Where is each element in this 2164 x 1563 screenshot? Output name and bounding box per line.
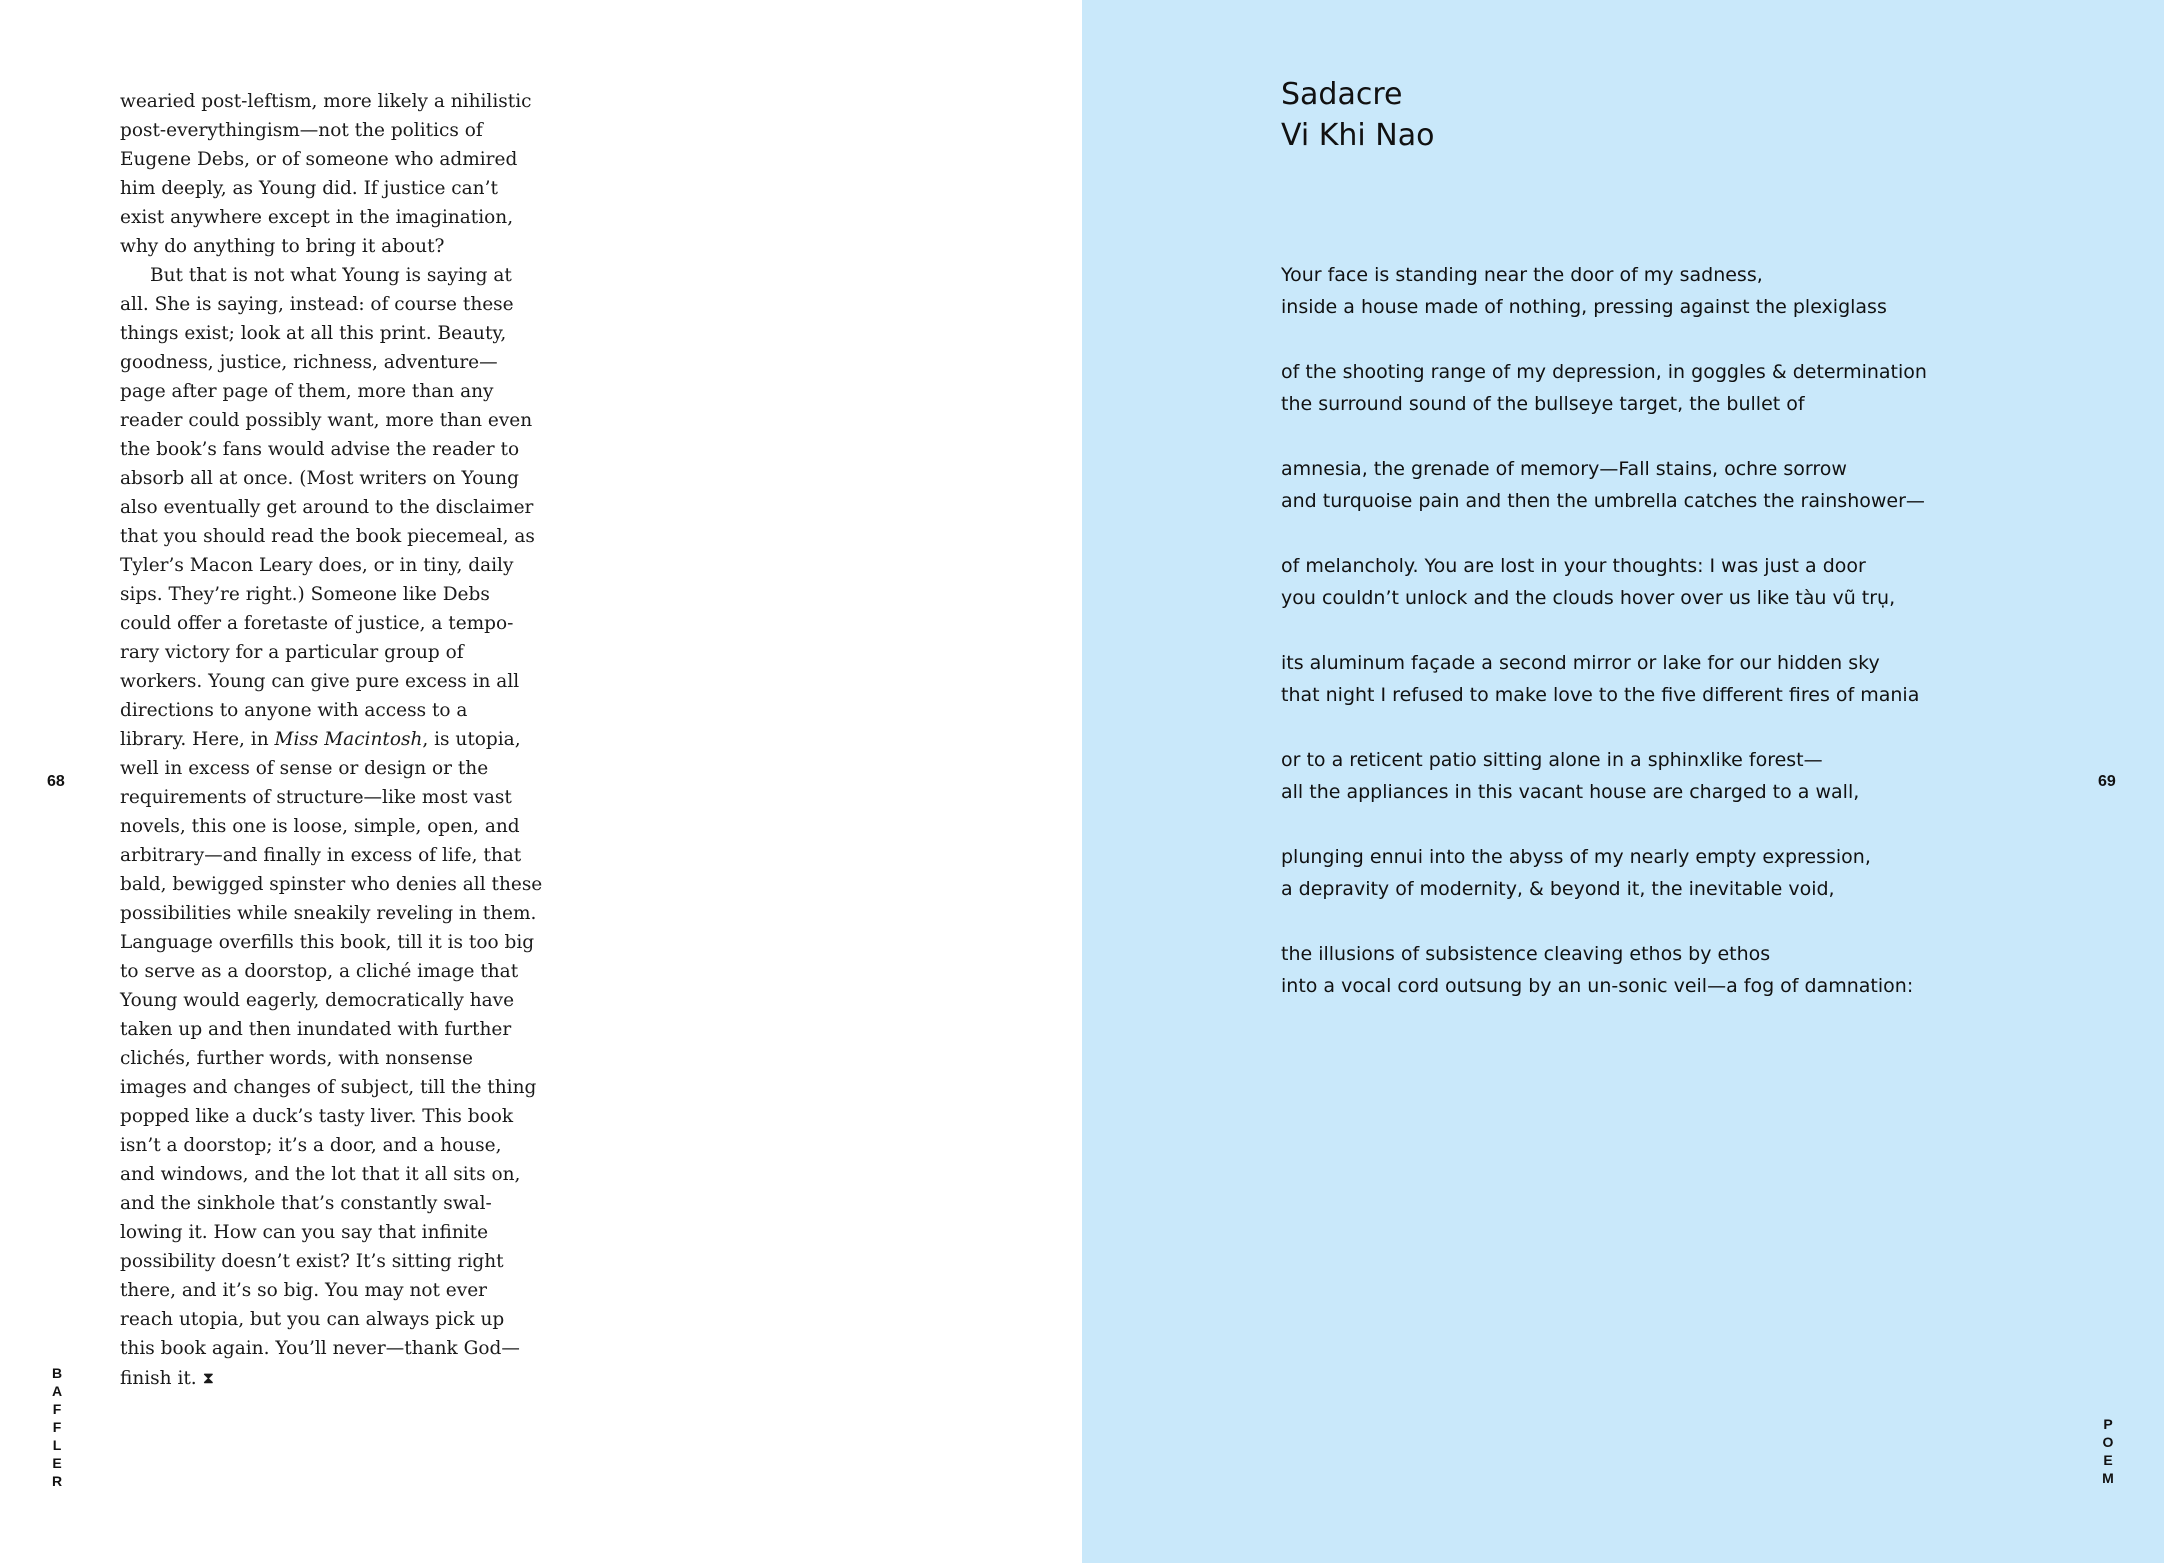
essay-line <box>120 261 540 290</box>
essay-line <box>120 725 540 754</box>
essay-line <box>120 1189 540 1218</box>
essay-line-text: bald, bewigged spinster who denies all these <box>120 874 543 895</box>
essay-line-text: Tyler’s Macon Leary does, or in tiny, daily <box>120 555 514 576</box>
poem-line: inside a house made of nothing, pressing against the plexiglass <box>1281 296 1887 318</box>
essay-line <box>120 580 540 609</box>
essay-line <box>120 1276 540 1305</box>
essay-line <box>120 551 540 580</box>
poem-line: amnesia, the grenade of memory—Fall stains, ochre sorrow <box>1281 458 1847 480</box>
essay-line-text: images and changes of subject, till the thing <box>120 1077 537 1098</box>
poem-stanza <box>1281 453 1927 517</box>
essay-line <box>120 522 540 551</box>
essay-line <box>120 203 540 232</box>
essay-line-text: isn’t a doorstop; it’s a door, and a house, <box>120 1135 502 1156</box>
essay-line-text: things exist; look at all this print. Beauty, <box>120 323 507 344</box>
poem-stanza <box>1281 259 1927 323</box>
poem-line: or to a reticent patio sitting alone in a sphinxlike forest— <box>1281 749 1823 771</box>
essay-line <box>120 435 540 464</box>
essay-line-text: reader could possibly want, more than even <box>120 410 533 431</box>
essay-line <box>120 667 540 696</box>
essay-line <box>120 116 540 145</box>
poem-line: you couldn’t unlock and the clouds hover over us like tàu vũ trụ, <box>1281 587 1896 609</box>
essay-line-text: lowing it. How can you say that infinite <box>120 1222 489 1243</box>
essay-line-text: this book again. You’ll never—thank God— <box>120 1338 520 1359</box>
essay-line <box>120 812 540 841</box>
essay-line-text: page after page of them, more than any <box>120 381 494 402</box>
baffler-label-letter: F <box>52 1419 62 1435</box>
essay-line <box>120 1102 540 1131</box>
poem-author: Vi Khi Nao <box>1281 118 1435 153</box>
essay-line-text: well in excess of sense or design or the <box>120 758 489 779</box>
essay-line <box>120 899 540 928</box>
essay-line <box>120 1073 540 1102</box>
essay-line-text: reach utopia, but you can always pick up <box>120 1309 505 1330</box>
hourglass-end-icon: ⧗ <box>202 1368 214 1387</box>
essay-line-text: that you should read the book piecemeal, as <box>120 526 535 547</box>
poem-line: a depravity of modernity, & beyond it, the inevitable void, <box>1281 878 1835 900</box>
essay-line-text: But that is not what Young is saying at <box>150 265 512 286</box>
essay-line <box>120 1044 540 1073</box>
essay-line-text: the book’s fans would advise the reader to <box>120 439 520 460</box>
essay-line <box>120 957 540 986</box>
essay-line-text: workers. Young can give pure excess in all <box>120 671 520 692</box>
poem-label-letter: P <box>2103 1416 2113 1432</box>
essay-line-text: Language overfills this book, till it is too big <box>120 932 535 953</box>
poem-line: the surround sound of the bullseye target, the bullet of <box>1281 393 1805 415</box>
essay-text-column <box>120 87 543 1393</box>
essay-line-text: taken up and then inundated with further <box>120 1019 512 1040</box>
poem-header <box>1281 74 1434 156</box>
essay-line <box>120 1015 540 1044</box>
essay-line-text: novels, this one is loose, simple, open, and <box>120 816 520 837</box>
poem-stanza <box>1281 356 1927 420</box>
essay-line-text: exist anywhere except in the imagination, <box>120 207 514 228</box>
poem-line: plunging ennui into the abyss of my nearly empty expression, <box>1281 846 1871 868</box>
essay-line-text: post-everythingism—not the politics of <box>120 120 483 141</box>
baffler-vertical-label <box>47 1364 67 1490</box>
baffler-label-letter: R <box>51 1473 63 1489</box>
essay-line <box>120 145 540 174</box>
poem-label-letter: M <box>2102 1470 2114 1486</box>
essay-line <box>120 319 540 348</box>
poem-stanza <box>1281 647 1927 711</box>
essay-line <box>120 1160 540 1189</box>
essay-line <box>120 174 540 203</box>
poem-line: of the shooting range of my depression, in goggles & determination <box>1281 361 1927 383</box>
essay-line-text: goodness, justice, richness, adventure— <box>120 352 498 373</box>
essay-line <box>120 783 540 812</box>
essay-line <box>120 464 540 493</box>
poem-line: the illusions of subsistence cleaving ethos by ethos <box>1281 943 1771 965</box>
essay-line <box>120 841 540 870</box>
essay-line <box>120 232 540 261</box>
essay-line <box>120 1131 540 1160</box>
essay-line-text: Eugene Debs, or of someone who admired <box>120 149 518 170</box>
essay-line-text: him deeply, as Young did. If justice can’t <box>120 178 498 199</box>
essay-line-text: clichés, further words, with nonsense <box>120 1048 473 1069</box>
essay-line <box>120 1218 540 1247</box>
poem-line: all the appliances in this vacant house are charged to a wall, <box>1281 781 1860 803</box>
poem-line: that night I refused to make love to the five different fires of mania <box>1281 684 1920 706</box>
essay-line <box>120 377 540 406</box>
essay-line-text: wearied post-leftism, more likely a nihilistic <box>120 91 532 112</box>
essay-line-text: all. She is saying, instead: of course these <box>120 294 514 315</box>
essay-line-text: sips. They’re right.) Someone like Debs <box>120 584 490 605</box>
poem-line: Your face is standing near the door of my sadness, <box>1281 264 1763 286</box>
essay-line-text: rary victory for a particular group of <box>120 642 464 663</box>
poem-stanza <box>1281 841 1927 905</box>
poem-stanza <box>1281 938 1927 1002</box>
essay-line <box>120 870 543 899</box>
essay-line-text: library. Here, in <box>120 729 275 750</box>
poem-label-letter: O <box>2102 1434 2114 1450</box>
essay-line-text: to serve as a doorstop, a cliché image that <box>120 961 519 982</box>
poem-label-letter: E <box>2103 1452 2113 1468</box>
essay-line-text: also eventually get around to the disclaimer <box>120 497 534 518</box>
baffler-label-letter: E <box>52 1455 62 1471</box>
essay-line <box>120 493 540 522</box>
poem-vertical-label <box>2098 1415 2118 1487</box>
essay-line-text: there, and it’s so big. You may not ever <box>120 1280 488 1301</box>
essay-line-text: arbitrary—and finally in excess of life, that <box>120 845 522 866</box>
poem-line: into a vocal cord outsung by an un-sonic veil—a fog of damnation: <box>1281 975 1914 997</box>
poem-line: and turquoise pain and then the umbrella catches the rainshower— <box>1281 490 1925 512</box>
essay-line <box>120 609 540 638</box>
essay-line <box>120 406 540 435</box>
essay-line-text: possibility doesn’t exist? It’s sitting right <box>120 1251 504 1272</box>
essay-line-text: popped like a duck’s tasty liver. This book <box>120 1106 514 1127</box>
essay-line <box>120 754 540 783</box>
essay-line <box>120 638 540 667</box>
essay-line <box>120 348 540 377</box>
essay-line-text: possibilities while sneakily reveling in them. <box>120 903 537 924</box>
essay-line <box>120 1363 540 1393</box>
baffler-label-letter: F <box>52 1401 62 1417</box>
baffler-label-letter: B <box>51 1365 63 1381</box>
essay-line-text: why do anything to bring it about? <box>120 236 445 257</box>
page-number-left: 68 <box>47 773 65 790</box>
essay-line <box>120 1247 540 1276</box>
essay-line-text: absorb all at once. (Most writers on Young <box>120 468 519 489</box>
poem-title: Sadacre <box>1281 77 1403 112</box>
essay-line-text: Young would eagerly, democratically have <box>120 990 515 1011</box>
essay-line <box>120 87 540 116</box>
essay-line <box>120 928 540 957</box>
essay-line <box>120 290 540 319</box>
baffler-label-letter: L <box>52 1437 62 1453</box>
essay-line <box>120 696 540 725</box>
essay-line <box>120 986 540 1015</box>
poem-line: of melancholy. You are lost in your thoughts: I was just a door <box>1281 555 1866 577</box>
essay-line-text: and the sinkhole that’s constantly swal- <box>120 1193 492 1214</box>
page-number-right: 69 <box>2098 773 2116 790</box>
essay-line-text: requirements of structure—like most vast <box>120 787 512 808</box>
essay-line-text: could offer a foretaste of justice, a tempo- <box>120 613 514 634</box>
poem-body <box>1281 259 1927 1035</box>
essay-line <box>120 1334 540 1363</box>
essay-line-text: directions to anyone with access to a <box>120 700 468 721</box>
baffler-label-letter: A <box>51 1383 63 1399</box>
essay-line-text: and windows, and the lot that it all sits on, <box>120 1164 521 1185</box>
essay-line-text: finish it. <box>120 1368 197 1389</box>
essay-line-text: , is utopia, <box>422 729 521 750</box>
essay-line <box>120 1305 540 1334</box>
book-title-italic: Miss Macintosh <box>274 729 423 750</box>
poem-stanza <box>1281 550 1927 614</box>
poem-stanza <box>1281 744 1927 808</box>
poem-line: its aluminum façade a second mirror or lake for our hidden sky <box>1281 652 1880 674</box>
